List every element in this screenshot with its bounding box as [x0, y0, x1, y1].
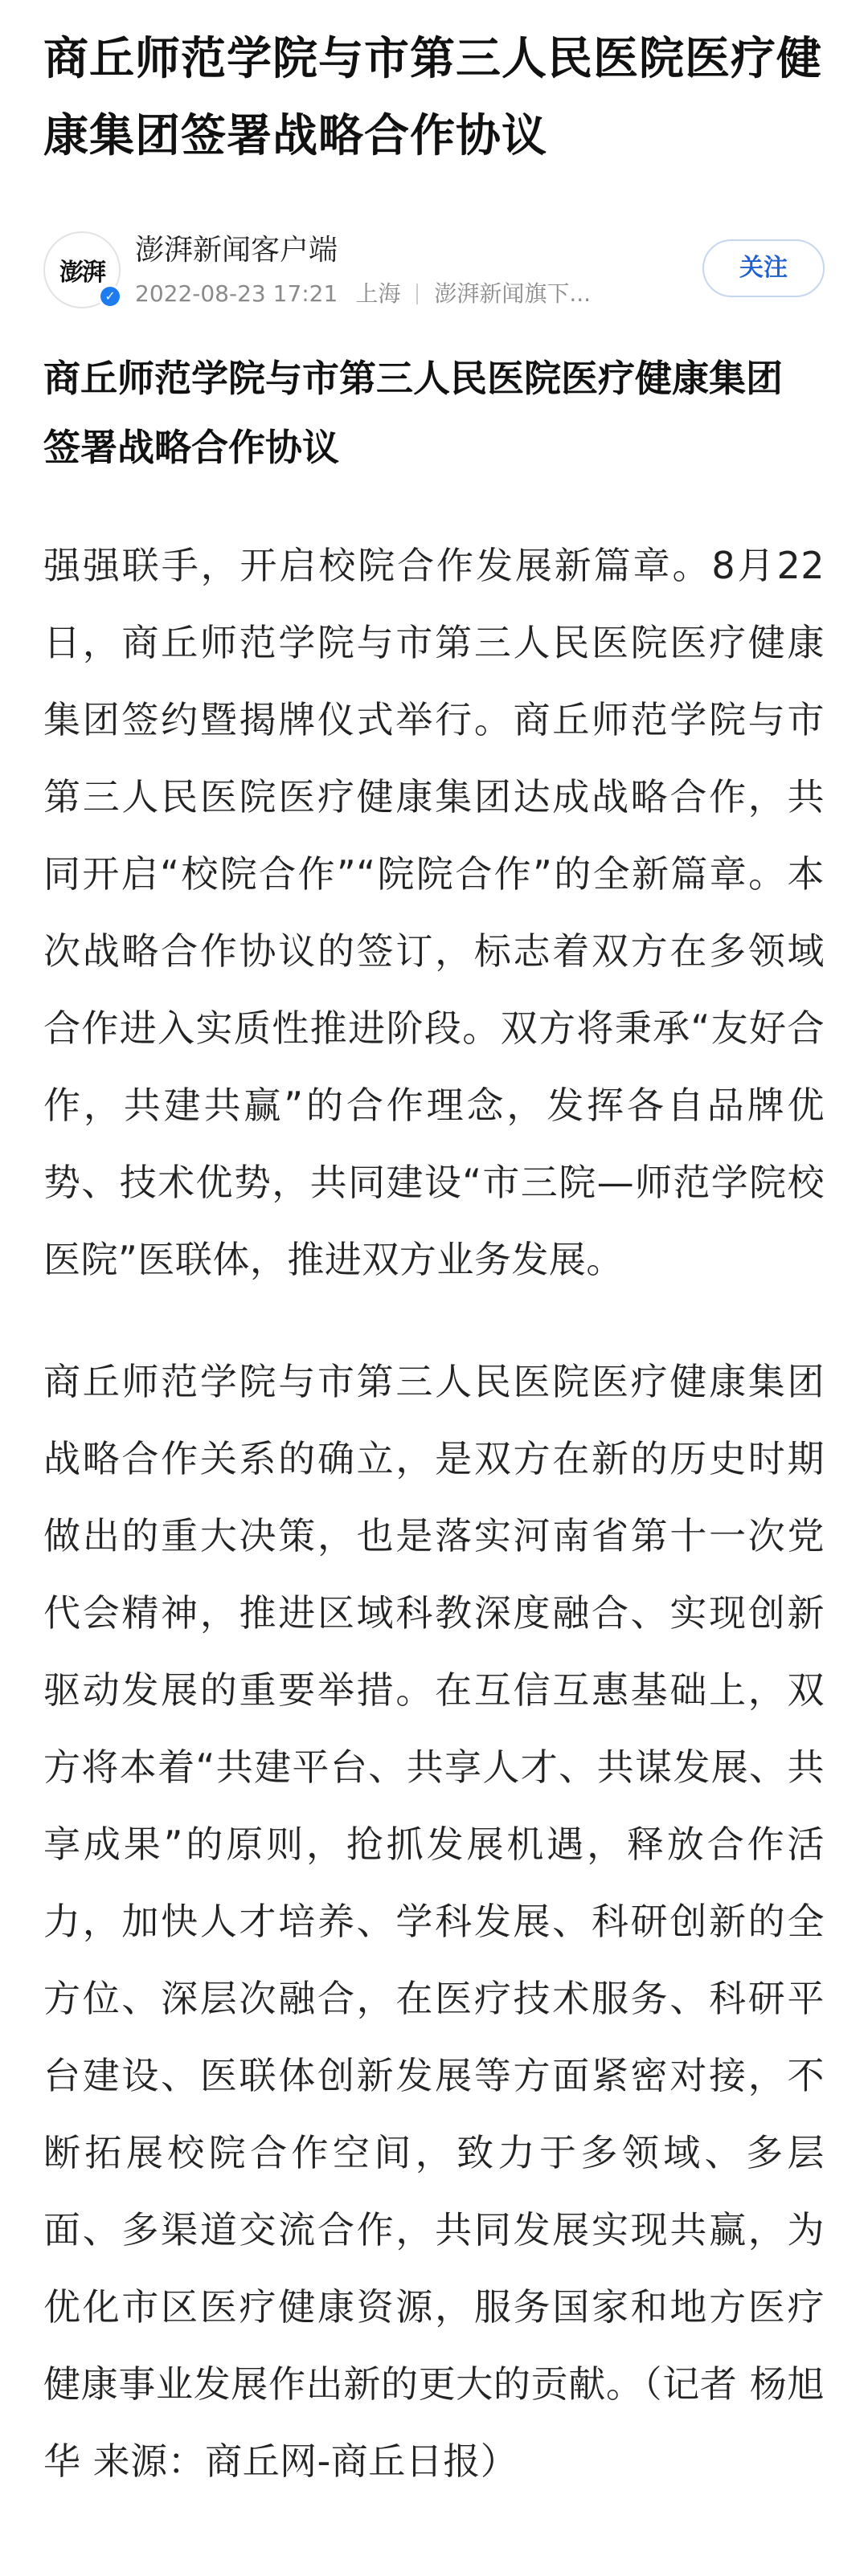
author-bar [43, 209, 825, 321]
article-paragraph-1: 强强联手，开启校院合作发展新篇章。8月22日，商丘师范学院与市第三人民医院医疗健康集团签约暨揭牌仪式举行。商丘师范学院与市第三人民医院医疗健康集团达成战略合作，共同开启“校院合作”“院院合作”的全新篇章。本次战略合作协议的签订，标志着双方在多领域合作进入实质性推进阶段。双方将秉承“友好合作，共建共赢”的合作理念，发挥各自品牌优势、技术优势，共同建设“市三院—师范学院校医院”医联体，推进双方业务发展。 [43, 544, 825, 1281]
verified-check-icon: ✓ [98, 284, 122, 308]
author-name[interactable]: 澎湃新闻客户端 [135, 234, 338, 267]
article-lead: 商丘师范学院与市第三人民医院医疗健康集团 签署战略合作协议 [43, 357, 783, 469]
article-body [43, 344, 825, 2500]
meta-divider [416, 284, 418, 304]
article-meta [135, 280, 591, 308]
avatar-logo-text: 澎湃 [59, 259, 104, 287]
publish-location: 上海 [355, 280, 401, 307]
publish-datetime: 2022-08-23 17:21 [135, 280, 338, 307]
author-source: 澎湃新闻旗下... [434, 280, 592, 307]
article-title: 商丘师范学院与市第三人民医院医疗健康集团签署战略合作协议 [43, 33, 822, 162]
follow-button[interactable]: 关注 [702, 239, 825, 297]
article-paragraph-2: 商丘师范学院与市第三人民医院医疗健康集团战略合作关系的确立，是双方在新的历史时期做出的重大决策，也是落实河南省第十一次党代会精神，推进区域科教深度融合、实现创新驱动发展的重要举措。在互信互惠基础上，双方将本着“共建平台、共享人才、共谋发展、共享成果”的原则，抢抓发展机遇，释放合作活力，加快人才培养、学科发展、科研创新的全方位、深层次融合，在医疗技术服务、科研平台建设、医联体创新发展等方面紧密对接，不断拓展校院合作空间，致力于多领域、多层面、多渠道交流合作，共同发展实现共赢，为优化市区医疗健康资源，服务国家和地方医疗健康事业发展作出新的更大的贡献。（记者 杨旭华 来源：商丘网-商丘日报） [43, 1360, 825, 2483]
